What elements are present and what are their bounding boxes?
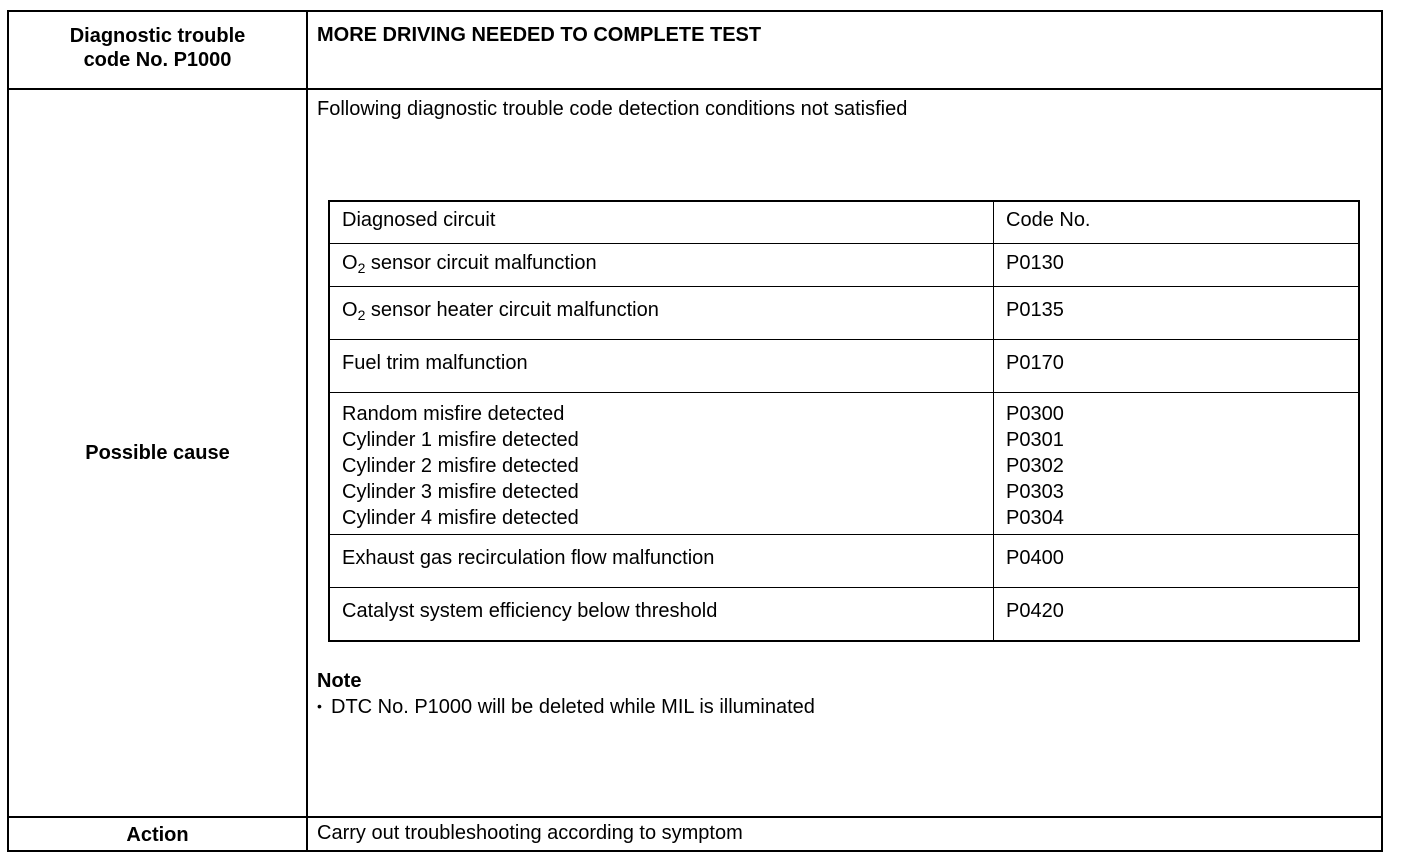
circuit-prefix: O [342,299,358,321]
bullet-icon: • [317,698,322,714]
circuit-cell [329,287,994,340]
action-row [9,818,1381,852]
code-cell: P0300 P0301 P0302 P0303 P0304 [994,393,1360,535]
header-content [308,12,1381,88]
diagnosed-circuit-table [328,200,1360,642]
circuit-cell: Exhaust gas recirculation flow malfunction [329,535,994,588]
cause-intro: Following diagnostic trouble code detection conditions not satisfied [317,98,908,120]
table-row [329,287,1359,340]
col-header-circuit: Diagnosed circuit [329,201,994,244]
table-row [329,588,1359,642]
circuit-subscript: 2 [357,260,366,276]
circuit-cell: Fuel trim malfunction [329,340,994,393]
circuit-text: sensor heater circuit malfunction [365,299,659,321]
header-row [9,12,1381,90]
code-cell: P0170 [994,340,1360,393]
table-row [329,393,1359,535]
circuit-cell [329,244,994,287]
possible-cause-label: Possible cause [9,90,308,816]
possible-cause-content [308,90,1381,816]
table-row [329,340,1359,393]
table-row [329,535,1359,588]
action-text: Carry out troubleshooting according to symptom [317,822,743,844]
note-block [317,668,815,719]
note-text: DTC No. P1000 will be deleted while MIL is illuminated [331,696,815,718]
table-row [329,244,1359,287]
dtc-code-label: Diagnostic trouble code No. P1000 [9,12,308,88]
dtc-title: MORE DRIVING NEEDED TO COMPLETE TEST [317,24,762,46]
note-title: Note [317,670,362,692]
dtc-table [7,10,1383,852]
col-header-code: Code No. [994,201,1360,244]
circuit-cell: Catalyst system efficiency below threshold [329,588,994,642]
code-cell: P0420 [994,588,1360,642]
code-cell: P0135 [994,287,1360,340]
circuit-text: sensor circuit malfunction [365,252,597,274]
circuit-subscript: 2 [357,307,366,323]
action-label: Action [9,818,308,852]
possible-cause-row [9,90,1381,818]
table-header-row [329,201,1359,244]
circuit-cell: Random misfire detected Cylinder 1 misfire detected Cylinder 2 misfire detected Cylinder 3 misfire detected Cylinder 4 misfire detected [329,393,994,535]
circuit-prefix: O [342,252,358,274]
code-cell: P0400 [994,535,1360,588]
code-cell: P0130 [994,244,1360,287]
note-item [317,694,815,719]
